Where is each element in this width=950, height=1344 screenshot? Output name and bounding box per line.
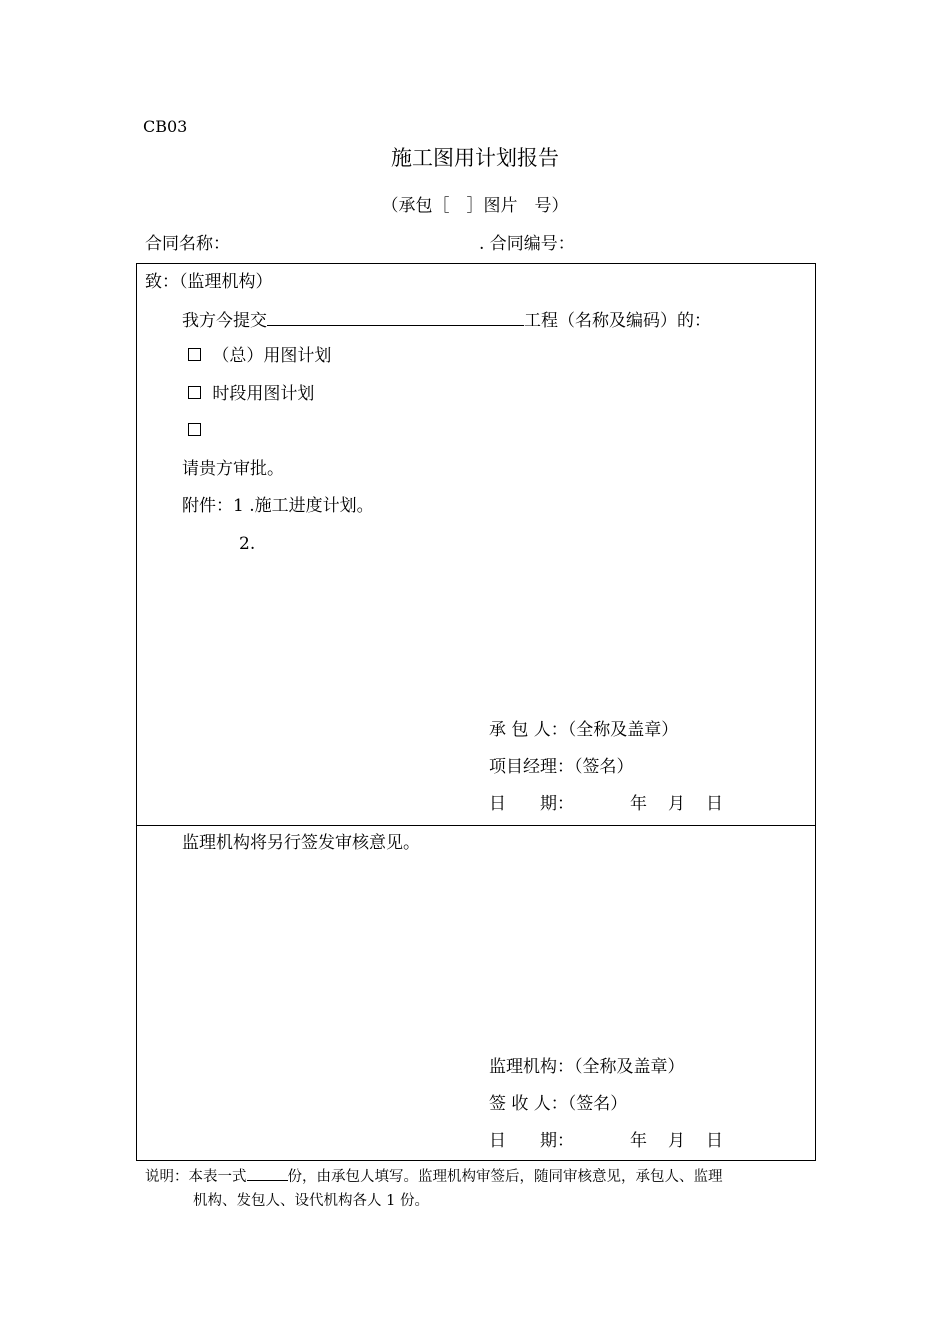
date-year: 年 bbox=[630, 1131, 647, 1151]
supervisor-signature: 监理机构：（全称及盖章） bbox=[489, 1057, 685, 1077]
contractor-signature: 承 包 人：（全称及盖章） bbox=[489, 720, 679, 740]
note-line-2: 机构、发包人、设代机构各人 1 份。 bbox=[193, 1193, 429, 1209]
checkbox-blank[interactable] bbox=[188, 423, 201, 436]
section-divider bbox=[137, 825, 815, 826]
checkbox-total-plan[interactable] bbox=[188, 348, 201, 361]
manager-signature: 项目经理：（签名） bbox=[489, 757, 634, 777]
date-year: 年 bbox=[630, 794, 647, 814]
option-label: （总）用图计划 bbox=[212, 346, 332, 366]
note-line-1 bbox=[145, 1168, 723, 1185]
addressee-line: 致：（监理机构） bbox=[145, 272, 273, 292]
note-suffix: 份，由承包人填写。监理机构审签后，随同审核意见，承包人、监理 bbox=[287, 1169, 723, 1185]
receiver-signature: 签 收 人：（签名） bbox=[489, 1094, 628, 1114]
form-code: CB03 bbox=[143, 117, 188, 136]
project-name-field[interactable] bbox=[267, 311, 524, 326]
request-text: 请贵方审批。 bbox=[182, 459, 284, 479]
supervisor-opinion: 监理机构将另行签发审核意见。 bbox=[182, 833, 420, 853]
contract-name-label: 合同名称： bbox=[145, 234, 230, 254]
date-line bbox=[489, 1133, 723, 1150]
submit-prefix: 我方今提交 bbox=[182, 311, 267, 331]
submit-suffix: 工程（名称及编码）的： bbox=[524, 311, 711, 331]
option-label: 时段用图计划 bbox=[212, 384, 315, 404]
contract-no-label: . 合同编号： bbox=[479, 234, 575, 254]
date-label: 日 期： bbox=[489, 1131, 574, 1151]
page-title: 施工图用计划报告 bbox=[391, 146, 559, 170]
checkbox-period-plan[interactable] bbox=[188, 386, 201, 399]
note-prefix: 说明：本表一式 bbox=[145, 1169, 247, 1185]
attachment-1: 附件：1 .施工进度计划。 bbox=[182, 496, 374, 516]
subtitle: （承包［ ］图片 号） bbox=[381, 196, 569, 216]
date-month: 月 bbox=[668, 1131, 685, 1151]
submit-line bbox=[182, 311, 711, 330]
date-day: 日 bbox=[706, 794, 723, 814]
date-label: 日 期： bbox=[489, 794, 574, 814]
date-line bbox=[489, 796, 723, 813]
date-day: 日 bbox=[706, 1131, 723, 1151]
copies-field[interactable] bbox=[247, 1168, 288, 1181]
option-blank[interactable] bbox=[188, 423, 207, 440]
option-period-plan[interactable] bbox=[188, 386, 314, 403]
date-month: 月 bbox=[668, 794, 685, 814]
option-total-plan[interactable] bbox=[188, 348, 331, 365]
attachment-2: 2. bbox=[239, 534, 256, 554]
